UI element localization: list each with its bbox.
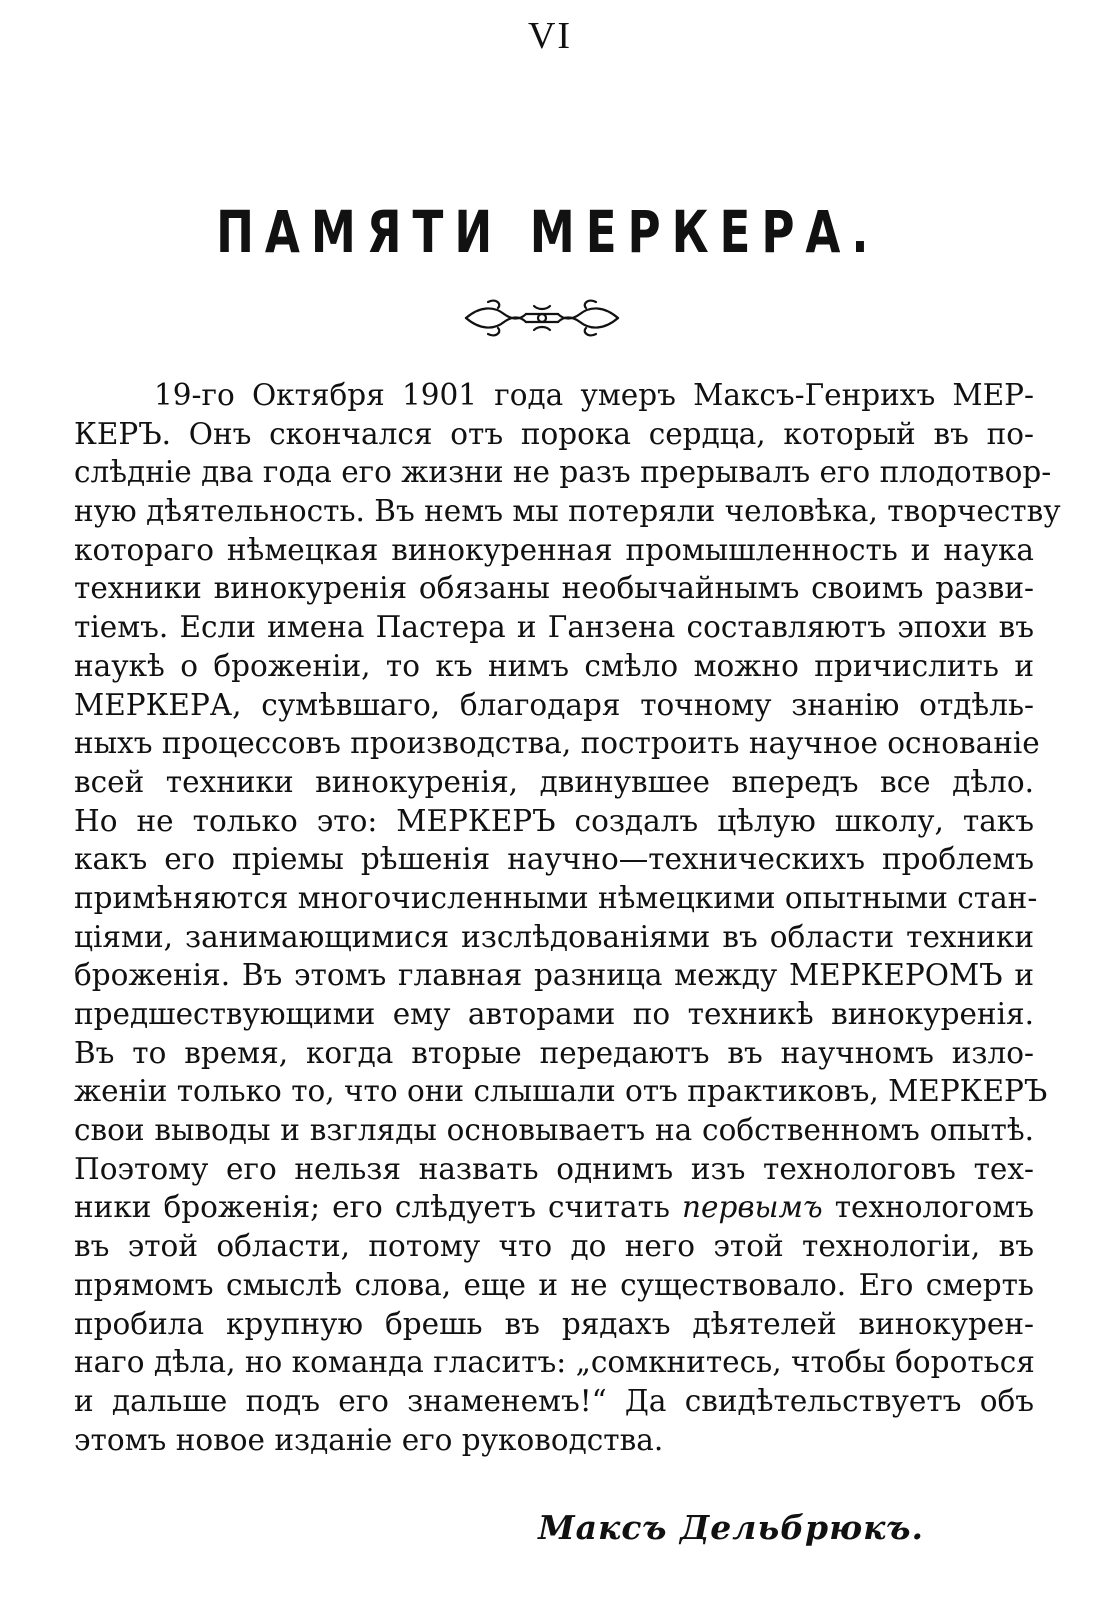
text-line: наго дѣла, но команда гласитъ: „сомкнитесь, чтобы бороться [74,1345,1035,1380]
text-line: всей техники винокуренія, двинувшее впередъ все дѣло. [74,764,1034,799]
text-line: наукѣ о броженіи, то къ нимъ смѣло можно причислить и [74,648,1034,683]
text-line: тіемъ. Если имена Пастера и Ганзена составляютъ эпохи въ [74,610,1034,645]
text-line: предшествующими ему авторами по техникѣ винокуренія. [74,997,1034,1031]
text-line: примѣняются многочисленными нѣмецкими опытными стан- [74,880,1038,915]
text-line: Но не только это: МЕРКЕРЪ создалъ цѣлую школу, такъ [74,803,1034,838]
text-line: пробила крупную брешь въ рядахъ дѣятелей винокурен- [74,1306,1034,1341]
emphasized-word: первымъ [682,1190,823,1225]
text-line: 19-го Октября 1901 года умеръ Максъ-Генрихъ МЕР- [154,378,1034,412]
text-line: ныхъ процессовъ производства, построить научное основаніе [74,726,1040,761]
text-line: ники броженія; его слѣдуетъ считать первымъ технологомъ [74,1190,1034,1225]
text-line: МЕРКЕРА, сумѣвшаго, благодаря точному знанію отдѣль- [74,687,1034,722]
text-line: и дальше подъ его знаменемъ!“ Да свидѣтельствуетъ объ [74,1383,1034,1418]
author-signature: Максъ Дельбрюкъ. [538,1508,924,1547]
text-line: въ этой области, потому что до него этой технологіи, въ [74,1229,1034,1264]
text-line: техники винокуренія обязаны необычайнымъ своимъ разви- [74,571,1034,606]
text-line: ную дѣятельность. Въ немъ мы потеряли человѣка, творчеству [74,494,1061,529]
text-line: этомъ новое изданіе его руководства. [74,1422,664,1457]
text-line: броженія. Въ этомъ главная разница между МЕРКЕРОМЪ и [74,958,1034,993]
page-title: ПАМЯТИ МЕРКЕРА. [216,198,880,266]
page-number: VI [527,15,573,57]
text-line: какъ его пріемы рѣшенія научно—техническихъ проблемъ [74,842,1034,877]
text-line: Въ то время, когда вторые передаютъ въ научномъ изло- [74,1035,1034,1070]
text-line: свои выводы и взгляды основываетъ на собственномъ опытѣ. [74,1113,1034,1148]
text-line: женіи только то, что они слышали отъ практиковъ, МЕРКЕРЪ [74,1074,1048,1109]
text-line: Поэтому его нельзя назвать однимъ изъ технологовъ тех- [74,1151,1034,1186]
text-line: ціями, занимающимися изслѣдованіями въ области техники [74,919,1034,954]
text-line: прямомъ смыслѣ слова, еще и не существовало. Его смерть [74,1267,1034,1302]
text-line: котораго нѣмецкая винокуренная промышленность и наука [74,532,1034,567]
ornament-divider-icon [460,296,624,340]
text-line: слѣдніе два года его жизни не разъ прерывалъ его плодотвор- [74,455,1052,490]
main-paragraph [74,376,1061,1459]
text-line: КЕРЪ. Онъ скончался отъ порока сердца, который въ по- [74,416,1034,451]
